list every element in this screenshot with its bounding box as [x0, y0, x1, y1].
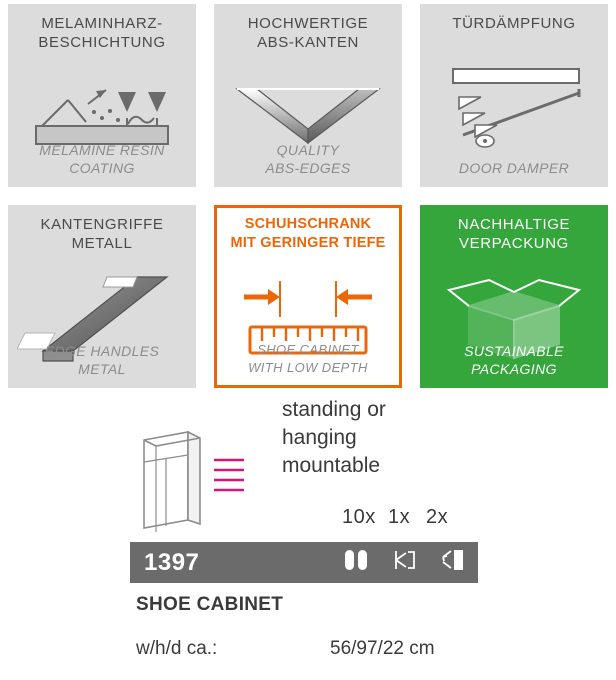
feature-subtitle: SHOE CABINET WITH LOW DEPTH [248, 342, 368, 375]
motion-lines [212, 456, 248, 507]
dimension-label: w/h/d ca.: [136, 638, 218, 659]
feature-subtitle: QUALITY ABS-EDGES [265, 142, 351, 176]
bar-icon-group [342, 542, 466, 583]
product-name: SHOE CABINET [136, 594, 284, 615]
shoes-icon [342, 547, 370, 578]
feature-subtitle: DOOR DAMPER [458, 160, 570, 176]
dimension-value: 56/97/22 cm [330, 638, 435, 659]
quantity-hinge: 1x [388, 506, 411, 528]
quantity-row [342, 506, 464, 529]
feature-card-edge-handles [8, 205, 196, 388]
cabinet-illustration [130, 422, 210, 537]
quantity-wallmount: 2x [426, 506, 449, 528]
product-code: 1397 [144, 548, 200, 576]
mounting-note: standing or hanging mountable [282, 398, 386, 477]
feature-subtitle: MELAMINE RESIN COATING [39, 142, 165, 176]
feature-card-door-damper [420, 4, 608, 187]
feature-subtitle: EDGE HANDLES METAL [44, 343, 160, 377]
feature-title: HOCHWERTIGE ABS-KANTEN [247, 15, 369, 51]
feature-subtitle: SUSTAINABLE PACKAGING [464, 343, 564, 377]
feature-card-abs-edges [214, 4, 402, 187]
feature-title: NACHHALTIGE VERPACKUNG [457, 216, 571, 252]
feature-card-sustainable-packaging [420, 205, 608, 388]
feature-title: MELAMINHARZ- BESCHICHTUNG [38, 15, 166, 51]
product-summary [0, 396, 616, 680]
feature-grid [8, 4, 608, 388]
feature-card-low-depth [214, 205, 402, 388]
door-hinge-icon [392, 547, 418, 578]
quantity-shoes: 10x [342, 506, 376, 528]
feature-title: KANTENGRIFFE METALL [40, 216, 164, 252]
product-code-bar [130, 542, 478, 583]
wall-mount-icon [440, 547, 466, 578]
feature-title: SCHUHSCHRANK MIT GERINGER TIEFE [230, 216, 386, 251]
feature-title: TÜRDÄMPFUNG [452, 15, 576, 32]
feature-card-melamine-coating [8, 4, 196, 187]
